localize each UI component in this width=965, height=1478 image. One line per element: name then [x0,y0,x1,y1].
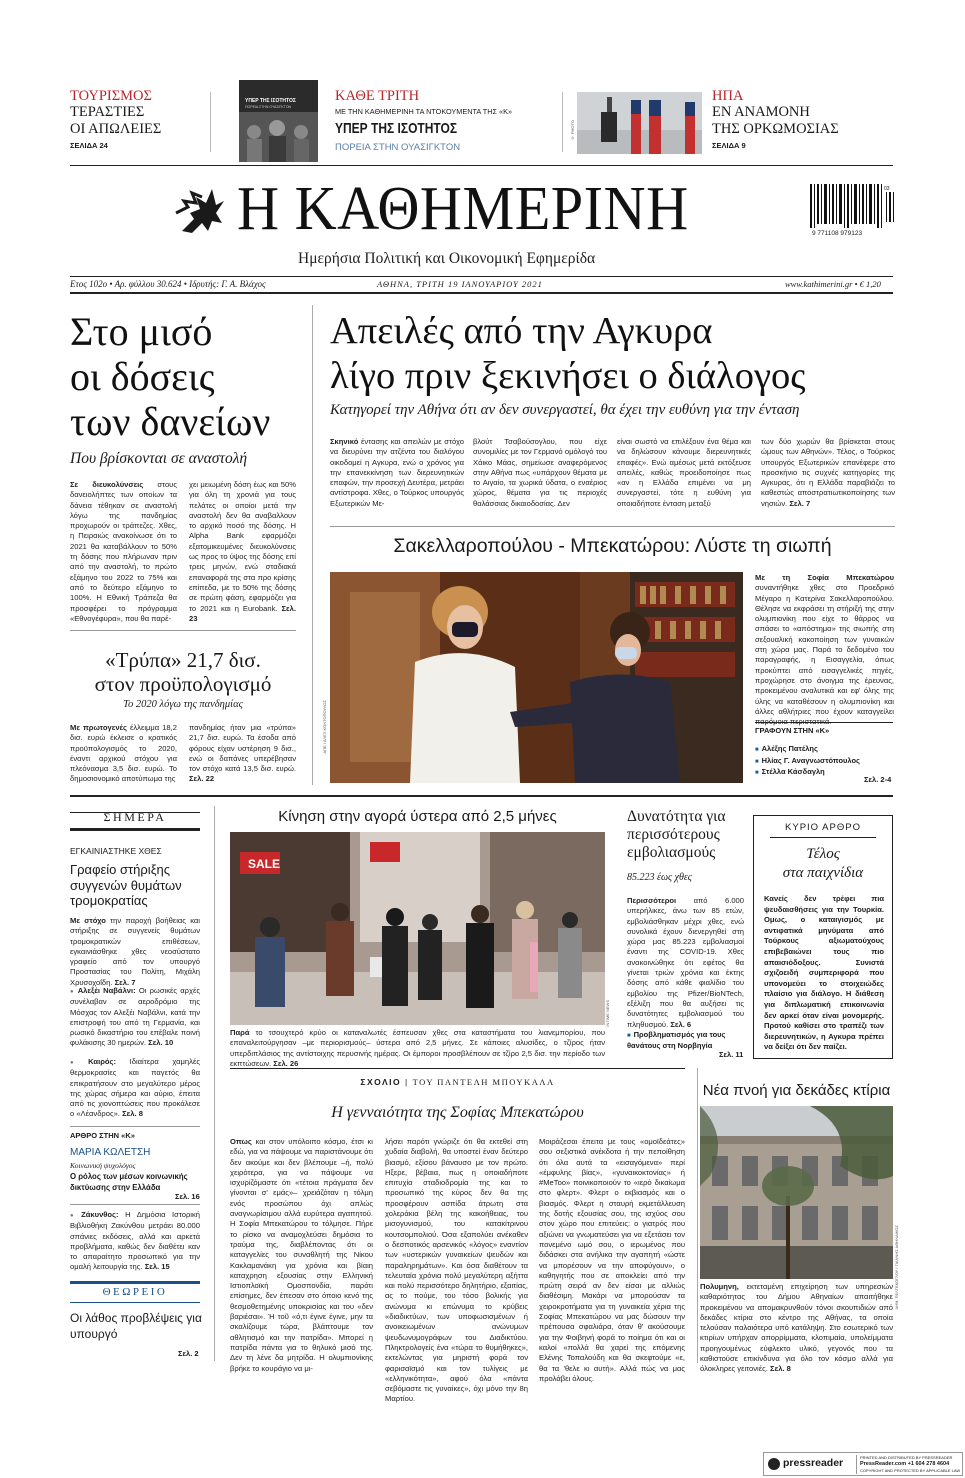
budget-col1 [70,723,177,785]
teaser-center[interactable] [239,80,559,162]
sakel-authors [755,744,860,779]
sakel-ref: Σελ. 2-4 [864,775,892,784]
buildings-lead: Πολυμηνη, [700,1282,739,1291]
navalny-lead: ● Αλεξέι Ναβάλνι: [70,986,136,995]
budget-ref: Σελ. 22 [189,774,215,784]
zakynthos-text [70,1210,200,1274]
pressreader-icon [768,1458,780,1470]
rule [70,276,893,277]
loans-sub: Που βρίσκονται σε αναστολή [70,450,248,467]
teaser-left-line2: ΟΙ ΑΠΩΛΕΙΕΣ [70,121,162,137]
editorial-label: ΚΥΡΙΟ ΑΡΘΡΟ [785,822,861,833]
navalny-text [70,986,200,1048]
teaser-right[interactable] [712,88,892,150]
theoreio-label: ΘΕΩΡΕΙΟ [102,1286,168,1298]
article-author: ΜΑΡΙΑ ΚΩΛΕΤΣΗ [70,1147,151,1158]
documents-cover [239,80,318,162]
buildings-photo-credit: ΔΗΜ. ΠΕΛΤΕΚΟΓΛΟΥ / ΓΙΑΝΝΗΣ ΑΘΗΝΑΙΚΟΣ [894,1225,899,1310]
comment-author: ΤΟΥ ΠΑΝΤΕΛΗ ΜΠΟΥΚΑΛΑ [412,1077,555,1087]
barcode-number: 9 771108 979123 [812,230,863,237]
divider [697,1068,698,1363]
cover-title: ΥΠΕΡ ΤΗΣ ΙΣΟΤΗΤΟΣ [245,98,296,104]
pressreader-line2: PressReader.com +1 604 278 4604 [860,1461,950,1467]
market-caption [230,1028,605,1068]
loans-h2: οι δόσεις [70,354,215,399]
pressreader-footer[interactable] [763,1452,963,1476]
buildings-text [700,1282,893,1374]
budget-sub: Το 2020 λόγω της πανδημίας [123,699,243,710]
info-right: www.kathimerini.gr • € 1,20 [785,279,881,289]
loans-col2-text: χει μειωμένη δόση έως και 50% για όλη τη χρονιά για τους πελάτες οι οποίοι μετά την αναστολή δεν θα αναβαλλουν το αρχικό ποσό της δόσης. Η Alpha Bank εφαρμόζει εξατομικευμένες διευκολύνσεις ως προς το ύψος της δόσης επί τρεις μηνών, ενώ σταδιακά επαναφορά της στα προ κρίσης επίπεδα, με το 50% της δόσης σε πρώτη φάση, εφαρμόζει για το 2021 και η Eurobank. [189,480,296,613]
divider [856,1455,857,1474]
market-photo-credit: INTIME NEWS [605,1000,610,1027]
main-h2: λίγο πριν ξεκινήσει ο διάλογος [330,355,806,397]
editorial-title[interactable] [753,845,893,883]
comment-label: ΣΧΟΛΙΟ [360,1077,402,1087]
top-rule [70,165,893,166]
comment-byline: ΣΧΟΛΙΟ | ΤΟΥ ΠΑΝΤΕΛΗ ΜΠΟΥΚΑΛΑ [360,1077,555,1087]
loans-h3: των δανείων [70,399,271,444]
loans-ref: Σελ. 23 [189,603,296,623]
market-caption-text: το τσουχτερό κρύο οι καταναλωτές έσπευσαν χθες στα καταστήματα του λιανεμπορίου, που επαναλειτούργησαν –με περιορισμούς– ύστερα από 2,5 μήνες. Σε κάποιες αλυσίδες, ο τζίρος ήταν υπερδιπλάσιος της αντίστοιχης περυσινής ημέρας. Οι έμποροι προσβλέπουν σε τζίρο 2,5 δισ. την περίοδο των εκπτώσεων. [230,1028,605,1068]
main-col1-text: έντασης και απειλών με στόχο να διευρύνει την ατζέντα του διαλόγου οικοδομεί η Αγκυρα, ενώ ο χρόνος για την επανεκκίνηση των διερευνητικών επαφών, την προσεχή Δευτέρα, μετράει αντίστροφα. Χθες, ο Τούρκος υπουργός Εξωτερικών Με- [330,437,464,508]
divider [312,305,313,785]
buildings-ref: Σελ. 8 [770,1364,791,1374]
zakynthos-ref: Σελ. 15 [144,1262,170,1272]
buildings-title: Νέα πνοή για δεκάδες κτίρια [702,1082,891,1099]
info-left: Ετος 102ο • Αρ. φύλλου 30.624 • Ιδρυτής: Γ. Α. Βλάχος [70,279,266,289]
comment-title[interactable]: Η γενναιότητα της Σοφίας Μπεκατώρου [331,1104,584,1121]
editorial-title1: Τέλος [806,846,840,862]
rule [70,630,296,631]
sakel-photo [330,572,743,783]
loans-headline[interactable] [70,309,310,444]
main-lead: Σκηνικό [330,437,359,446]
budget-col2 [189,723,296,785]
sakel-photo-credit: ΑΠΕ / ΑΛΕΞ ΚΟΝΤΟΠΟΥΛΟΣ [322,700,327,754]
rule [70,1281,200,1284]
rule [70,1204,200,1205]
weather-ref: Σελ. 8 [122,1109,143,1119]
teaser-center-title: ΥΠΕΡ ΤΗΣ ΙΣΟΤΗΤΟΣ [335,120,458,137]
author-item: ■ Αλέξης Πατέλης [755,744,860,756]
barcode-issue: 03 [884,186,890,192]
sakel-lead: Με τη Σοφία Μπεκατώρου [755,573,894,582]
main-col4 [761,437,895,519]
loans-h1: Στο μισό [70,309,213,354]
buildings-body: εκτεταμένη επιχείρηση των υπηρεσιών καθαριότητας του Δήμου Αθηναίων απαιτήθηκε προκειμένου να απομακρυνθούν τόνοι σκουπιδιών από δεκάδες κτίρια στο κέντρο της Αθήνας, τα οποία τελούσαν παλαιότερα υπό κατάληψη. Στο εσωτερικό των κτιρίων υπήρχαν απορρίμματα, κλοπιμαία, υπολείμματα προηγουμένως εύφλεκτο υλικό, γεγονός που τα καθιστούσε επικίνδυνα για όλο τον κόσμο αλλά για όλοκληρες γειτονιές. [700,1282,893,1374]
office-text [70,916,200,987]
rule [770,837,876,838]
vaccine-note: ■ Προβληματισμός για τους θανάτους στη Νορβηγία [627,1030,744,1051]
rule [70,1126,200,1127]
main-col1 [330,437,464,519]
rule [70,828,200,831]
vaccine-sub: 85.223 έως χθες [627,872,692,883]
vaccine-note-ref: Σελ. 11 [719,1050,744,1059]
main-col3-text: είναι σωστό να επιλέξουν ένα θέμα και να δηλώσουν κάνουμε διερευνητικές επαφές». Ενώ αμέσως μετά εκτόξευσε απειλές, καθώς προειδοποίησε πως «αν η Ελλάδα επιμένει να μη συνεργαστεί, τότε η ευθύνη για οποιαδήποτε ένταση μεταξύ [617,437,751,508]
comment-col2-text: λήσει παρότι γνώριζε ότι θα εκτεθεί στη χυδαία διαβολή, θα υποστεί έναν δεύτερο βιασμό, εξίσου βάναυσο με τον πρώτο. Ηξερε, βέβαια, πως η οποιαδήποτε επιτυχία σταδιοδρομία της και το προσωπικό της κύρος δεν θα της προσφέρουν ασπίδα άτρωτη στα χολεράκια βέλη της κακοήθειας, του μισογυνισμού, του κατακίτρινου κουτσομπολιού. Όσα εξαπολύει ανέκαθεν ο δεσποτικός αρσενικός «λόγος» εναντίον των «υστερικών γυναικείων ψευδών και παραληρημάτων». Και όσα διαθέτουν τα τελευταία χρόνια πολύ μεγαλύτερη αξήττα και πολύ περισσότερο δηλητήριο, εξαιτίας, ας το πούμε, του τόσο βολικής για ανώνυμα κι επώνυμα το κρύβεις «διαδικτύων, των υποφωσισμένων ή ανοικειωμένων ανώνυμων ψευδωνυμογράφων του Διαδικτύου. Πληκτρολογείς ένα «τώρα το θυμήθηκες», εκτελώντας για μηριστή φορά τον φαρισαϊσμό και τον τυλίγεις με «ελληνικότητα», αφού όλα «πάντα σεβόμαστε τις γυναίκες», όχι μόνο την 8η Μαρτίου. [385,1137,528,1404]
cover-subtitle: ΠΟΡΕΙΑ ΣΤΗΝ ΟΥΑΣΙΓΚΤΟΝ [245,105,292,109]
office-title: Γραφείο στήριξης συγγενών θυμάτων τρομοκρατίας [70,862,182,908]
today-label: ΣΗΜΕΡΑ [103,810,167,824]
pressreader-line3: COPYRIGHT AND PROTECTED BY APPLICABLE LAW [860,1468,961,1473]
sakel-text [755,573,894,716]
weather-body: Ιδιαίτερα χαμηλές θερμοκρασίες και παγετός θα επικρατήσουν στο μεγαλύτερο μέρος της χώρας σήμερα και αύριο, έπειτα από τις χιονοπτώσεις που προκάλεσε ο «Λέανδρος». [70,1057,201,1119]
rule [230,1068,685,1069]
vaccine-lead: Περισσότεροι [627,896,677,905]
zakynthos-lead: ● Ζάκυνθος: [70,1210,119,1219]
teaser-center-subtitle: ΠΟΡΕΙΑ ΣΤΗΝ ΟΥΑΣΙΓΚΤΟΝ [335,142,461,153]
teaser-left-line1: ΤΕΡΑΣΤΙΕΣ [70,104,145,120]
author-item: ■ Ηλίας Γ. Αναγνωστόπουλος [755,756,860,768]
office-lead: Με στόχο [70,916,106,925]
vaccine-ref: Σελ. 6 [670,1019,692,1029]
comment-col1-text: και στον υπόλοιπο κόσμο, έτσι κι εδώ, για να πάψουμε να παριστάνουμε ότι δεν ακούμε και δεν βλέπουμε –ή, πολύ χειρότερα, για να πάψουμε να ισχυρίζόμαστε ότι «τέτοια πράγματα δεν γίνονται σ' εμάς»– χρειάζόταν η τόλμη ενός προσώπου όχι απλώς αναγνωρίσιμου αλλά ευρύτερα αγαπητού. Η Σοφία Μπεκατώρου το τόλμησε. Πήρε το ρίσκο να αναμοχλεύσει δημόσια το τραύμα της, διαβλέποντας ότι οι καταγγελίες του συναθλητή της Νίκου Κακλαμανάκη για χρόνια και βίαιη καταχρηση εξουσίας στην Ελληνική Ιστιοπλοϊκή Ομοσπονδία, παρότι επίσημες, δεν έπεσαν στο όποιο κενό της θεσμοθετημένης υποκρισίας και του «δεν βαριέσαι». Ή τοῦ «ό,τι έγινε έγινε, μην τα σκαλίζουμε τώρα, βλάπτουμε τον αθλητισμό και την πατρίδα». Μπορεί η πατρίδα πάντα για το θηλυκό μισό της. Δεν τη λένε δα μητρίδα. [230,1137,373,1363]
teaser-right-page: ΣΕΛΙΔΑ 9 [712,141,746,150]
budget-col2-text: πανδημίας ήταν μια «τρύπα» 21,7 δισ. ευρώ. Τα έσοδα από φόρους είχαν υστέρηση 9 δισ., ενώ οι δαπάνες υπερέβησαν τον στόχο κατά 13,5 δισ. ευρώ. [189,723,296,774]
main-col4-text: των δύο χωρών θα βρίσκεται στους ώμους των Αθηνών». Τέλος, ο Τούρκος υπουργός Εξωτερικών επανέφερε στο προσκήνιο τις συχνές κατηγορίες της Αγκυρας, ότι η Ελλάδα παραβιάζει το καθεστώς αποστρατιωτικοποίησης των νησιών. [761,437,895,508]
budget-headline[interactable] [70,648,296,696]
teaser-right-kicker: ΗΠΑ [712,88,744,104]
main-sub: Κατηγορεί την Αθήνα ότι αν δεν συνεργαστεί, θα έχει την ευθύνη για την ένταση [330,402,800,418]
inaug-label: ΕΓΚΑΙΝΙΑΣΤΗΚΕ ΧΘΕΣ [70,846,162,856]
teaser-right-line2: ΤΗΣ ΟΡΚΩΜΟΣΙΑΣ [712,121,839,137]
main-col2 [473,437,607,519]
weather-lead: ● Καιρός: [70,1057,116,1066]
navalny-body: Οι ρωσικές αρχές συνέλαβαν σε αεροδρόμιο της Μόσχας τον Αλεξέι Ναβάλνι, κατά την επιστροφή του από τη Γερμανία, και ρωσικό δικαστήριο του επέβαλε ποινή φυλάκισης 30 ημερών. [70,986,200,1048]
teaser-right-line1: ΕΝ ΑΝΑΜΟΝΗ [712,104,810,120]
editorial-title2: στα παιχνίδια [782,865,864,881]
weather-text [70,1057,200,1121]
main-headline[interactable] [330,309,895,399]
article-role: Κοινωνική ψυχολόγος [70,1161,136,1170]
info-date: ΑΘΗΝΑ, ΤΡΙΤΗ 19 ΙΑΝΟΥΑΡΙΟΥ 2021 [377,279,543,289]
budget-h2: στον προϋπολογισμό [94,672,272,696]
budget-lead: Με πρωτογενές [70,723,127,732]
loans-col2 [189,480,296,622]
budget-h1: «Τρύπα» 21,7 δισ. [105,648,261,672]
masthead-tagline: Ημερήσια Πολιτική και Οικονομική Εφημερίδα [298,250,596,267]
main-h1: Απειλές από την Αγκυρα [330,310,713,352]
vaccine-title[interactable]: Δυνατότητα για περισσότερους εμβολιασμούς [627,808,726,861]
shop-sign-text: SALE [248,857,281,871]
main-col2-text: βλούτ Τσαβούσογλου, που είχε συνομιλίες με τον Γερμανό ομόλογό του Χάικο Μάας, σημείωσε αναφερόμενος στην Αθήνα πως «υπάρχουν θέματα με το Αιγαίο, τα χωρικά ύδατα, ο εναέριος χώρος, θέματα για τις περιοχές θαλάσσιας δικαιοδοσίας. Δεν [473,437,607,508]
market-title: Κίνηση στην αγορά ύστερα από 2,5 μήνες [278,808,557,825]
market-photo [230,832,605,1025]
divider [214,806,215,1361]
rule [755,722,893,723]
editorial-text: Κανείς δεν τρέφει πια ψευδαισθήσεις για την Τουρκία. Ομως, ο καταιγισμός με αντιφατικά μηνύματα από Τούρκους αξιωματούχους επιβεβαιώνει τους πιο απαισιόδοξους. Συνιστά σχιζοειδή συμπεριφορά που υπονομεύει το στοιχειώδες πλαίσιο για διάλογο. Η διάθεση για διπλωματική επικοινωνία δεν αρκεί όταν είναι μονομερής. Προτού καθίσει στο τραπέζι των διερευνητικών, η Αγκυρα πρέπει να δείξει ότι δεν παίζει. [764,894,884,1052]
sakel-body: συναντήθηκε χθες στο Προεδρικό Μέγαρο η Κατερίνα Σακελλαροπούλου. Θέλησε να εκφράσει τη στήριξή της στην ολυμπιονίκη που είχε το θάρρος να σπάσει το «απόστημα» της σιωπής στη σεξουαλική κακοποίηση των γυναικών στη χώρα μας. Παρά το δεδομένο του παραγραφής, η Εισαγγελία, όπως προκύπτει από εισαγγελικές πηγές, προχώρησε στο άνοιγμα της έρευνας, προκειμένου αναλυτικά και εφ' όλης της ύλης να καταθέσουν η ολυμπιονίκη και άλλες αθλήτριες που έχουν καταγγείλει [755,583,894,716]
zakynthos-body: Η Δημόσια Ιστορική Βιβλιοθήκη Ζακύνθου μετράει 80.000 σπάνιες εκδόσεις, αλλά και αρκετά προβλήματα, καθώς δεν διαθέτει καν το απαραίτητο προσωπικό για την ομαλή λειτουργία της. [70,1210,200,1272]
griffin-logo [172,183,228,237]
theoreio-text[interactable]: Οι λάθος προβλέψεις για υπουργό [70,1311,202,1341]
sakel-authors-label: ΓΡΑΦΟΥΝ ΣΤΗΝ «Κ» [755,726,830,735]
comment-col1b-text: Η ολυμπιονίκης βρήκε το κουράγιο να μι- [230,1353,373,1373]
divider [210,92,211,152]
masthead-title: Η ΚΑΘΗΜΕΡΙΝΗ [237,175,689,243]
teaser-left[interactable] [70,88,200,150]
market-ref: Σελ. 26 [273,1058,299,1068]
loans-col1-text: στους δανειολήπτες των οποίων τα δάνεια τέθηκαν σε αναστολή λόγω της πανδημίας προχωρούν οι τράπεζες. Χθες, η Πειραιώς ανακοίνωσε ότι το 2021 θα καταβάλλουν το 50% τη δόσης που πλήρωναν πριν από την αναστολή, το πρώτο εξάμηνο του 2022 το 75% και από το δεύτερο εξάμηνο το 100%. Η Εθνική Τράπεζα θα προσφέρει το πρόγραμμα «Εθνογέφυρα», που θα παρέ- [70,480,177,623]
divider [562,92,563,152]
office-body: την παροχή βοήθειας και στήριξης σε συγγενείς θυμάτων τρομοκρατικών επιθέσεων, εγκαινιάσθηκε χθες νεοσύστατο γραφείο από τον υπουργό Προστασίας του Πολίτη, Μιχάλη Χρυσοχοΐδη. [70,916,200,987]
rule [70,1302,200,1303]
comment-lead: Οπως [230,1137,252,1146]
pressreader-line1: PRINTED AND DISTRIBUTED BY PRESSREADER [860,1455,953,1460]
comment-col2 [385,1137,528,1404]
market-lead: Παρά [230,1028,250,1037]
usa-photo-credit: © ΡΗΟΤΟ [570,120,575,141]
comment-col3-text: Μοιράζεσαι έπειτα με τους «ομοϊδεάτες» σου σεξιστικά ανέκδοτα ή την πεποίθηση ότι όλα αυτά τα «εισαγόμενα» περί «έμφυλης βίας», «γυναικοκτονίας» ή #ΜeToo» ποινικοποιούν το «ιερό δικαίωμα στο φλερτ». Φλερτ ο εκβιασμός και ο βιασμός. Φλερτ η σταυρή εκμετάλλευση της δοτής εξουσίας σου, της ισχύος σου στον χώρο που επιτεύεις: ο γιατρός που αξιώνει να γνωματεύσει για να εξετάσει τον πονεμένο ωμό σου, ο ιερωμένος που διδάσκει στα ανήλικα την αγαπητή «ώστε να μπορέσουν να την αποφύγουν», ο καθηγητής που σε αποκλείει από την πρώτη σειρά αν δεν είσαι με αλλιώς διαθέσιμη. Μακάρι να μπορούσαν τα χειροκροτήματα για τη γυναικεία χέρια της Σοφίας Μπεκατώρου να μας δώσουν την πρέπουσα σφαλιάρα, όταν θ' ακούσουμε για την Φοιβηνή φορά το ποίημα ότι και οι καλοί «πολλά θα χαρεί της επόμενης Ελένης Τοπαλούδη και θα σκεφτούμε «ε, θα τα 'θελε κι αυτή». Αλλά πώς να μας προλάβει όλους. [539,1137,685,1383]
office-ref: Σελ. 7 [114,977,136,987]
teaser-center-sub: ΜΕ ΤΗΝ ΚΑΘΗΜΕΡΙΝΗ ΤΑ ΝΤΟΚΟΥΜΕΝΤΑ ΤΗΣ «Κ» [335,107,513,116]
rule [70,795,893,797]
rule [70,292,893,294]
usa-flags-photo [577,92,702,154]
buildings-photo [700,1106,893,1279]
article-title: Ο ρόλος των μέσων κοινωνικής δικτύωσης στην Ελλάδα [70,1172,188,1192]
loans-col1 [70,480,177,623]
article-ref: Σελ. 16 [175,1192,200,1201]
author-item: ■ Στέλλα Κάσδαγλη [755,767,860,779]
comment-col3 [539,1137,685,1383]
barcode [808,184,894,230]
vaccine-text [627,896,744,1028]
sakel-title: Σακελλαροπούλου - Μπεκατώρου: Λύστε τη σιωπή [393,535,832,557]
teaser-left-page: ΣΕΛΙΔΑ 24 [70,141,108,150]
main-col3 [617,437,751,519]
cover-photo [239,112,318,162]
loans-lead: Σε διευκολύνσεις [70,480,144,489]
comment-col1 [230,1137,373,1373]
article-label: ΑΡΘΡΟ ΣΤΗΝ «Κ» [70,1131,135,1140]
budget-col1-text: έλλειμμα 18,2 δισ. ευρώ έκλεισε ο κρατικός προϋπολογισμός το 2020, έναντι αρχικού στόχου για πλεόνασμα 3,5 δισ. ευρώ. Το δημοσιονομικό αποτύπωμα της [70,723,177,784]
rule [330,526,895,527]
pressreader-brand: pressreader [783,1457,844,1469]
teaser-center-kicker: ΚΑΘΕ ΤΡΙΤΗ [335,88,420,104]
theoreio-ref: Σελ. 2 [178,1349,199,1358]
vaccine-body: από 6.000 υπερήλικες, άνω των 85 ετών, εμβολιάσθηκαν μέχρι χθες, ενώ συνολικά έχουν διενεργηθεί στη χώρα μας 85.223 εμβολιασμοί έναντι της COVID-19. Χθες ανακοινώθηκε ότι εφέτος θα γίνεται τριών χρόνια και έκτης δόσης από κάθε φιαλίδιο του εμβολίου της Pfizer/BioNTech, εξέλιξη που θα αυξήσει τις δυνατότητες εμβολιασμού του πληθυσμού. [627,896,744,1029]
navalny-ref: Σελ. 10 [148,1038,174,1048]
teaser-left-kicker: ΤΟΥΡΙΣΜΟΣ [70,88,152,104]
main-ref: Σελ. 7 [789,498,811,508]
